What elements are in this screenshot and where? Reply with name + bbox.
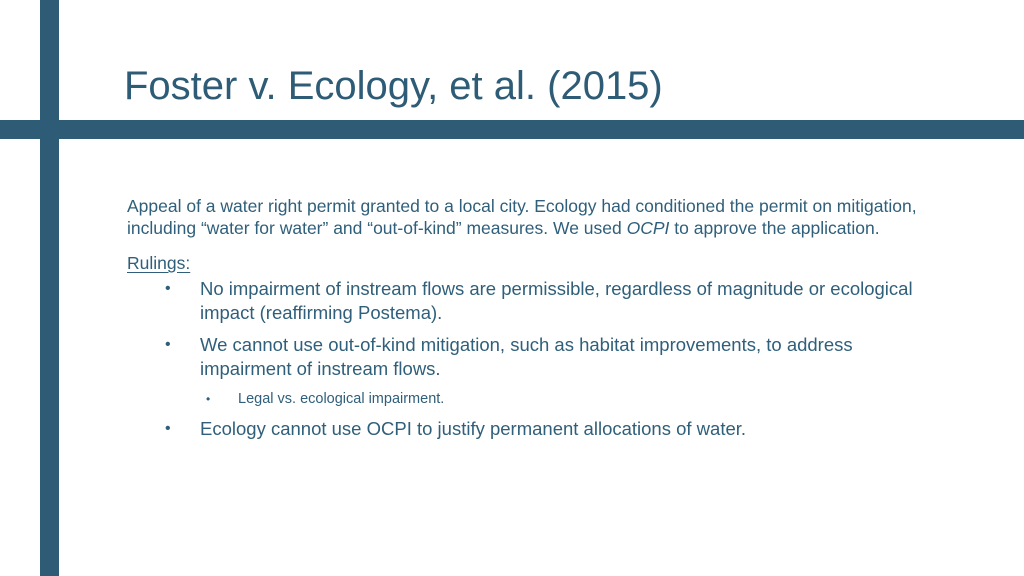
bullet-icon: • [165, 336, 171, 353]
ruling-text: No impairment of instream flows are permissible, regardless of magnitude or ecological impact (reaffirming Postema). [200, 278, 913, 323]
rulings-label: Rulings: [127, 253, 191, 273]
slide-title: Foster v. Ecology, et al. (2015) [124, 64, 663, 108]
sub-ruling-item-1 [127, 389, 917, 409]
ruling-text: We cannot use out-of-kind mitigation, such as habitat improvements, to address impairment of instream flows. [200, 334, 853, 379]
ruling-item-3 [127, 417, 917, 441]
intro-text-start: Appeal of a water right permit granted to a local city. Ecology had conditioned the permit on mitigation, including “water for water” and “out-of-kind” measures. We used [127, 196, 917, 238]
bullet-icon: • [165, 420, 171, 437]
ruling-item-2 [127, 333, 917, 409]
horizontal-accent-bar [0, 120, 1024, 139]
ruling-item-1 [127, 277, 917, 325]
intro-emphasis-ocpi: OCPI [626, 217, 670, 238]
sub-bullet-icon: • [206, 392, 211, 406]
intro-text-end: to approve the application. [669, 217, 880, 238]
bullet-icon: • [165, 280, 171, 297]
rulings-list [127, 277, 917, 441]
intro-paragraph [127, 196, 917, 239]
ruling-text: Ecology cannot use OCPI to justify permanent allocations of water. [200, 418, 747, 439]
vertical-accent-bar [40, 0, 59, 576]
slide-body [127, 196, 917, 449]
sub-ruling-text: Legal vs. ecological impairment. [238, 391, 445, 407]
sub-rulings-list [127, 389, 917, 409]
